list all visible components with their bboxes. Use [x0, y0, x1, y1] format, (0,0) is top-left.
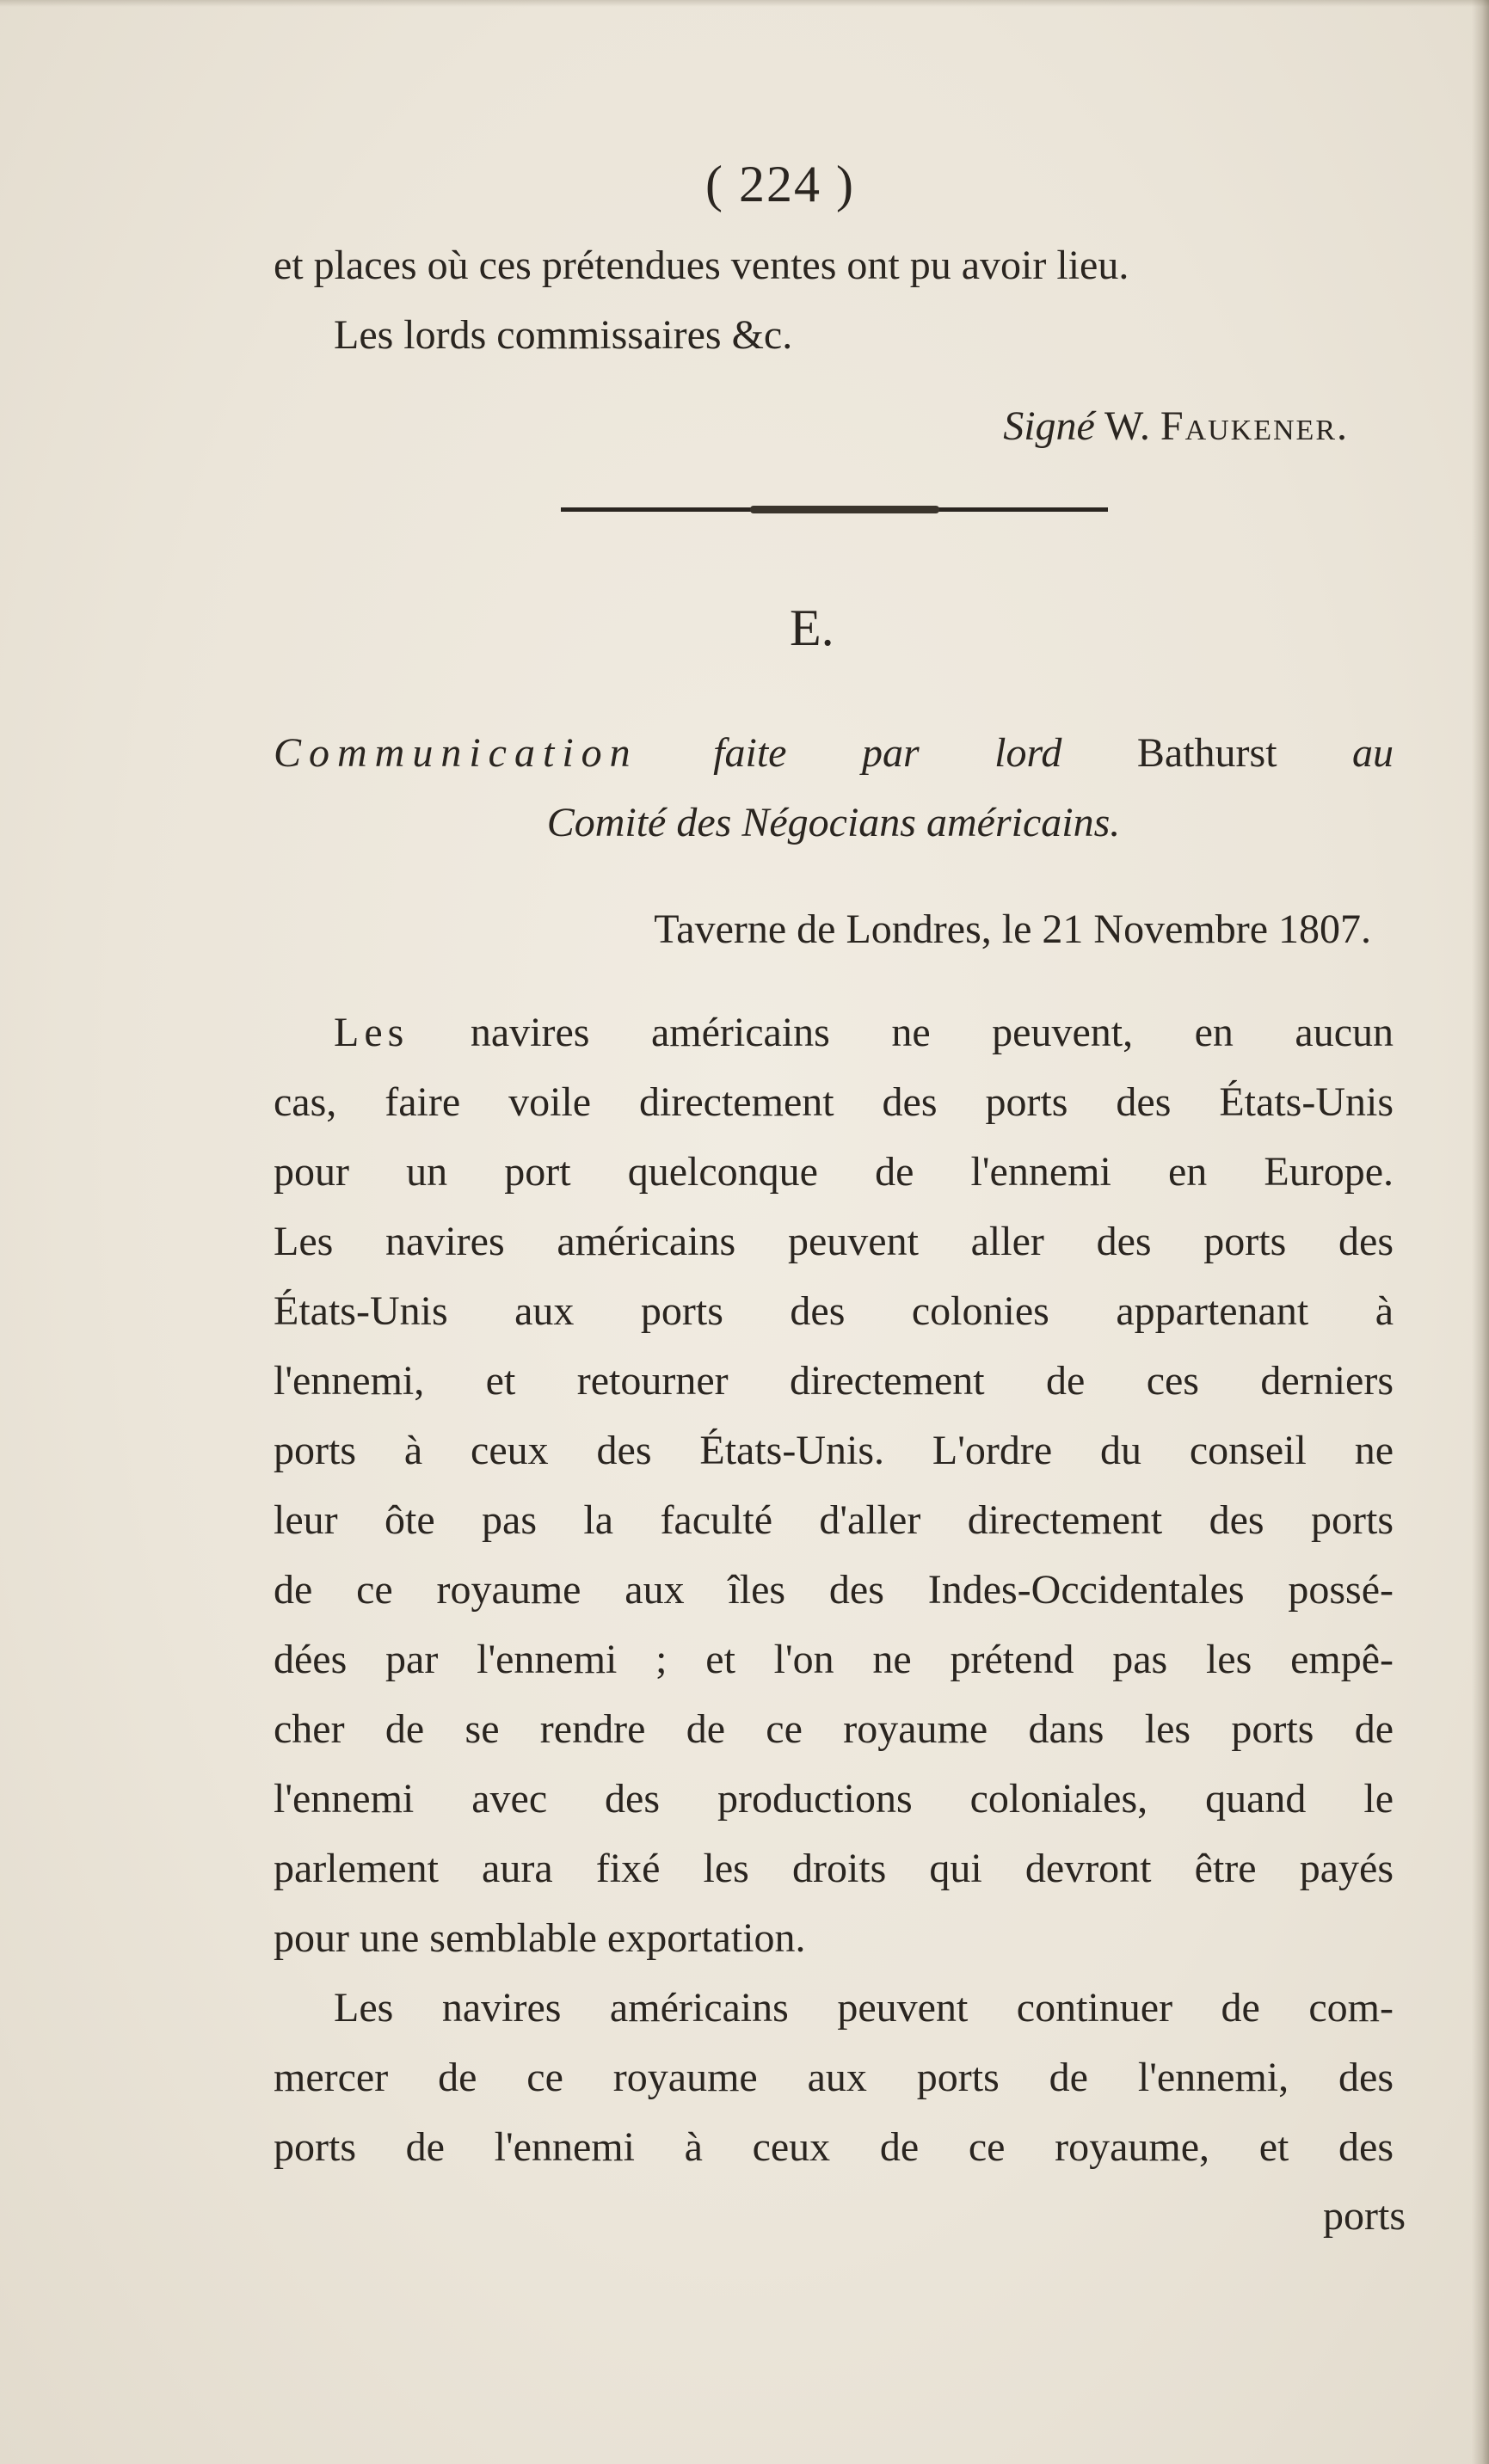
- text-line: de ce royaume aux îles des Indes-Occidentales possé-: [274, 1567, 1394, 1613]
- signature: [274, 391, 1349, 461]
- continuation-text: [274, 230, 1394, 370]
- text-line: Les lords commissaires &c.: [334, 312, 793, 358]
- text-line: l'ennemi, et retourner directement de ces derniers: [274, 1358, 1394, 1404]
- text-line: pour une semblable exportation.: [274, 1915, 806, 1961]
- heading-bathurst: Bathurst: [1136, 730, 1277, 776]
- body-text: [274, 998, 1394, 2182]
- page-edge-shadow: [1472, 0, 1489, 2464]
- text-line: leur ôte pas la faculté d'aller directement des ports: [274, 1497, 1394, 1543]
- text-line: cas, faire voile directement des ports des États-Unis: [274, 1079, 1394, 1125]
- paragraph-first-word: Les: [334, 1010, 409, 1055]
- signature-initial: W.: [1104, 403, 1150, 449]
- paragraph-first-line: [274, 998, 1394, 1067]
- text-line: Les navires américains peuvent continuer de com-: [334, 1985, 1394, 2031]
- section-divider: [561, 507, 1108, 512]
- text-line: ports de l'ennemi à ceux de ce royaume, et des: [274, 2124, 1394, 2170]
- text-line: l'ennemi avec des productions coloniales, quand le: [274, 1776, 1394, 1822]
- page-top-shadow: [0, 0, 1489, 7]
- heading-faite-par-lord: faite par lord: [713, 730, 1062, 776]
- catchword: ports: [1323, 2193, 1406, 2239]
- signature-signe: Signé: [1003, 403, 1095, 449]
- text-line: et places où ces prétendues ventes ont pu avoir lieu.: [274, 243, 1129, 288]
- text-line: mercer de ce royaume aux ports de l'ennemi, des: [274, 2055, 1394, 2100]
- text-line: Les navires américains peuvent aller des ports des: [274, 1219, 1394, 1264]
- text-line: ports à ceux des États-Unis. L'ordre du conseil ne: [274, 1428, 1394, 1473]
- section-heading-line-2: Comité des Négocians américains.: [546, 800, 1121, 845]
- text-line: parlement aura fixé les droits qui devront être payés: [274, 1846, 1394, 1891]
- text-line: dées par l'ennemi ; et l'on ne prétend pas les empê-: [274, 1637, 1394, 1682]
- section-heading-line-1: [274, 718, 1394, 788]
- paragraph-first-line-rest: navires américains ne peuvent, en aucun: [470, 1010, 1394, 1055]
- page-number: ( 224 ): [705, 156, 855, 212]
- text-line: pour un port quelconque de l'ennemi en Europe.: [274, 1149, 1394, 1195]
- heading-communication: Communication: [274, 730, 638, 776]
- dateline: Taverne de Londres, le 21 Novembre 1807.: [654, 906, 1371, 952]
- heading-au: au: [1352, 730, 1394, 776]
- section-letter: E.: [790, 599, 834, 656]
- text-line: États-Unis aux ports des colonies appartenant à: [274, 1288, 1394, 1334]
- text-line: cher de se rendre de ce royaume dans les ports de: [274, 1706, 1394, 1752]
- signature-name: Faukener.: [1160, 403, 1349, 449]
